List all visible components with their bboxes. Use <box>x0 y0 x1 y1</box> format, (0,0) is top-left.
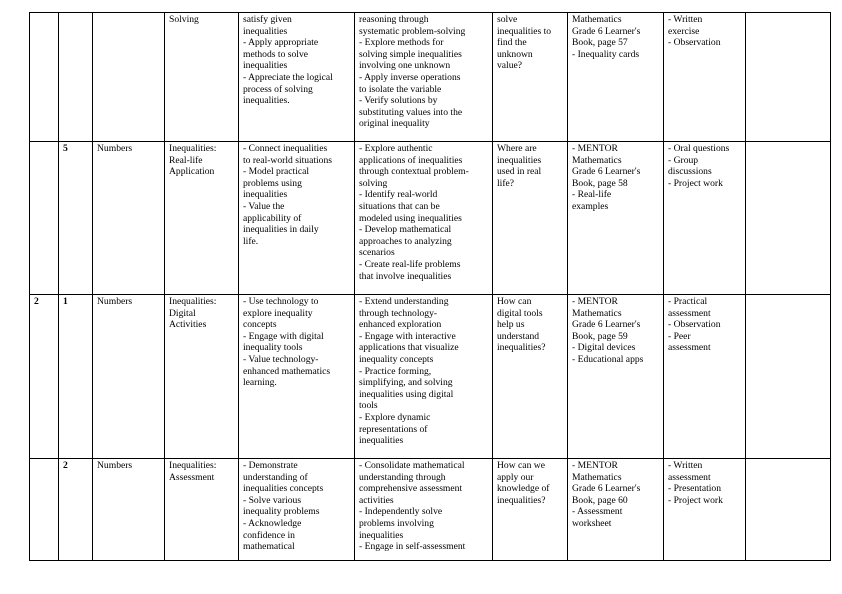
week-cell: 2 <box>30 295 59 459</box>
cell-line: tools <box>359 400 378 412</box>
cell-line: applications of inequalities <box>359 154 463 166</box>
cell-line: activities <box>359 494 394 506</box>
cell-line: - Educational apps <box>572 353 644 365</box>
cell-line: - Project work <box>668 177 723 189</box>
sub-strand-cell <box>165 459 239 561</box>
cell-line: examples <box>572 200 609 212</box>
learning-resources-cell <box>568 13 664 142</box>
cell-line: solving <box>359 177 388 189</box>
cell-line: - Inequality cards <box>572 48 640 60</box>
cell-line: - Assessment <box>572 506 623 518</box>
cell-line: Where are <box>497 143 537 154</box>
table-row <box>30 13 831 142</box>
cell-line: digital tools <box>497 307 543 319</box>
cell-line: situations that can be <box>359 200 440 212</box>
cell-line: value? <box>497 60 523 72</box>
cell-line: exercise <box>668 25 700 37</box>
table-row <box>30 295 831 459</box>
cell-line: - Connect inequalities <box>243 143 328 154</box>
cell-line: - Observation <box>668 319 721 331</box>
cell-line: - Extend understanding <box>359 296 449 307</box>
cell-line: apply our <box>497 471 534 483</box>
cell-line: find the <box>497 37 527 49</box>
cell-line: solving simple inequalities <box>359 48 462 60</box>
cell-line: inequalities. <box>243 95 290 107</box>
learning-experiences-cell <box>355 142 493 295</box>
cell-line: Mathematics <box>572 154 622 166</box>
cell-line: explore inequality <box>243 307 313 319</box>
table-row <box>30 142 831 295</box>
cell-line: - Written <box>668 460 703 471</box>
cell-line: applications that visualize <box>359 342 459 354</box>
remarks-cell <box>746 142 831 295</box>
cell-line: applicability of <box>243 212 302 224</box>
cell-line: Solving <box>169 14 199 25</box>
cell-line: Mathematics <box>572 14 622 25</box>
cell-line: Inequalities: <box>169 460 217 471</box>
cell-line: Grade 6 Learner's <box>572 319 641 331</box>
cell-line: assessment <box>668 342 711 354</box>
cell-line: - Verify solutions by <box>359 95 438 107</box>
sub-strand-cell <box>165 142 239 295</box>
cell-line: inequalities using digital <box>359 388 454 400</box>
lesson-cell: 2 <box>59 459 93 561</box>
learning-resources-cell <box>568 459 664 561</box>
cell-line: inequalities? <box>497 342 546 354</box>
lesson-cell: 5 <box>59 142 93 295</box>
strand-cell: Numbers <box>93 295 165 459</box>
cell-line: reasoning through <box>359 14 429 25</box>
cell-line: - Written <box>668 14 703 25</box>
cell-line: original inequality <box>359 118 430 130</box>
remarks-cell <box>746 295 831 459</box>
cell-line: inequality problems <box>243 506 320 518</box>
cell-line: Digital <box>169 307 196 319</box>
sub-strand-cell <box>165 295 239 459</box>
cell-line: process of solving <box>243 83 313 95</box>
remarks-cell <box>746 13 831 142</box>
cell-line: How can <box>497 296 532 307</box>
week-cell <box>30 142 59 295</box>
cell-line: - Practical <box>668 296 708 307</box>
cell-line: - Apply inverse operations <box>359 71 461 83</box>
cell-line: discussions <box>668 166 712 178</box>
cell-line: Real-life <box>169 154 203 166</box>
learning-resources-cell <box>568 295 664 459</box>
cell-line: - Engage with digital <box>243 330 324 342</box>
cell-line: - Create real-life problems <box>359 258 461 270</box>
cell-line: learning. <box>243 377 277 389</box>
cell-line: - Oral questions <box>668 143 730 154</box>
cell-line: inequalities in daily <box>243 224 319 236</box>
cell-line: How can we <box>497 460 545 471</box>
cell-line: inequalities <box>243 189 288 201</box>
cell-line: worksheet <box>572 517 612 529</box>
cell-line: inequalities <box>359 435 404 447</box>
strand-cell: Numbers <box>93 459 165 561</box>
cell-line: - Explore dynamic <box>359 411 431 423</box>
cell-line: - Identify real-world <box>359 189 438 201</box>
cell-line: - Model practical <box>243 166 310 178</box>
cell-line: solve <box>497 14 518 25</box>
learning-outcomes-cell <box>239 459 355 561</box>
cell-line: - Digital devices <box>572 342 636 354</box>
cell-line: assessment <box>668 471 711 483</box>
cell-line: enhanced mathematics <box>243 365 331 377</box>
lesson-cell: 1 <box>59 295 93 459</box>
cell-line: to isolate the variable <box>359 83 442 95</box>
cell-line: unknown <box>497 48 533 60</box>
cell-line: methods to solve <box>243 48 309 60</box>
cell-line: - Solve various <box>243 494 302 506</box>
cell-line: confidence in <box>243 529 295 541</box>
cell-line: inequality concepts <box>359 353 434 365</box>
cell-line: - Acknowledge <box>243 517 302 529</box>
cell-line: involving one unknown <box>359 60 451 72</box>
strand-cell <box>93 13 165 142</box>
cell-line: - Demonstrate <box>243 460 298 471</box>
sub-strand-cell <box>165 13 239 142</box>
cell-line: inequalities <box>243 25 288 37</box>
cell-line: - Explore methods for <box>359 37 444 49</box>
cell-line: substituting values into the <box>359 106 463 118</box>
cell-line: Mathematics <box>572 471 622 483</box>
cell-line: - Engage with interactive <box>359 330 456 342</box>
cell-line: understanding through <box>359 471 446 483</box>
cell-line: - Value technology- <box>243 353 319 365</box>
assessment-cell <box>664 459 746 561</box>
learning-outcomes-cell <box>239 295 355 459</box>
cell-line: Grade 6 Learner's <box>572 483 641 495</box>
cell-line: approaches to analyzing <box>359 235 452 247</box>
week-cell <box>30 459 59 561</box>
key-inquiry-question-cell <box>493 459 568 561</box>
cell-line: concepts <box>243 319 277 331</box>
cell-line: understanding of <box>243 471 308 483</box>
cell-line: Inequalities: <box>169 296 217 307</box>
cell-line: that involve inequalities <box>359 270 452 282</box>
week-cell <box>30 13 59 142</box>
cell-line: inequality tools <box>243 342 303 354</box>
remarks-cell <box>746 459 831 561</box>
cell-line: Inequalities: <box>169 143 217 154</box>
learning-experiences-cell <box>355 459 493 561</box>
cell-line: Assessment <box>169 471 215 483</box>
cell-line: - MENTOR <box>572 460 618 471</box>
cell-line: - Peer <box>668 330 691 342</box>
cell-line: problems using <box>243 177 302 189</box>
cell-line: inequalities? <box>497 494 546 506</box>
cell-line: mathematical <box>243 541 295 553</box>
cell-line: - Group <box>668 154 699 166</box>
cell-line: to real-world situations <box>243 154 332 166</box>
cell-line: comprehensive assessment <box>359 483 463 495</box>
cell-line: Application <box>169 166 215 178</box>
cell-line: simplifying, and solving <box>359 377 453 389</box>
learning-outcomes-cell <box>239 13 355 142</box>
cell-line: - Use technology to <box>243 296 319 307</box>
cell-line: - Independently solve <box>359 506 443 518</box>
cell-line: - Develop mathematical <box>359 224 452 236</box>
cell-line: assessment <box>668 307 711 319</box>
key-inquiry-question-cell <box>493 295 568 459</box>
cell-line: through technology- <box>359 307 438 319</box>
assessment-cell <box>664 142 746 295</box>
cell-line: - Apply appropriate <box>243 37 319 49</box>
lesson-cell <box>59 13 93 142</box>
cell-line: Grade 6 Learner's <box>572 25 641 37</box>
cell-line: life? <box>497 177 515 189</box>
learning-experiences-cell <box>355 13 493 142</box>
cell-line: inequalities <box>243 60 288 72</box>
cell-line: Grade 6 Learner's <box>572 166 641 178</box>
cell-line: - Presentation <box>668 483 722 495</box>
cell-line: systematic problem-solving <box>359 25 466 37</box>
cell-line: - MENTOR <box>572 296 618 307</box>
cell-line: help us <box>497 319 525 331</box>
cell-line: - MENTOR <box>572 143 618 154</box>
cell-line: Book, page 60 <box>572 494 628 506</box>
cell-line: modeled using inequalities <box>359 212 462 224</box>
learning-experiences-cell <box>355 295 493 459</box>
cell-line: life. <box>243 235 259 247</box>
scheme-of-work-table <box>29 12 831 561</box>
cell-line: satisfy given <box>243 14 292 25</box>
table-row <box>30 459 831 561</box>
cell-line: - Engage in self-assessment <box>359 541 466 553</box>
cell-line: Book, page 58 <box>572 177 628 189</box>
cell-line: - Explore authentic <box>359 143 433 154</box>
cell-line: inequalities <box>359 529 404 541</box>
cell-line: inequalities <box>497 154 542 166</box>
cell-line: - Observation <box>668 37 721 49</box>
cell-line: - Real-life <box>572 189 612 201</box>
cell-line: Book, page 59 <box>572 330 628 342</box>
strand-cell: Numbers <box>93 142 165 295</box>
cell-line: - Practice forming, <box>359 365 432 377</box>
cell-line: knowledge of <box>497 483 550 495</box>
key-inquiry-question-cell <box>493 142 568 295</box>
key-inquiry-question-cell <box>493 13 568 142</box>
cell-line: Mathematics <box>572 307 622 319</box>
learning-outcomes-cell <box>239 142 355 295</box>
cell-line: Book, page 57 <box>572 37 628 49</box>
cell-line: inequalities concepts <box>243 483 324 495</box>
cell-line: representations of <box>359 423 428 435</box>
assessment-cell <box>664 13 746 142</box>
assessment-cell <box>664 295 746 459</box>
cell-line: - Project work <box>668 494 723 506</box>
cell-line: Activities <box>169 319 207 331</box>
cell-line: - Appreciate the logical <box>243 71 333 83</box>
cell-line: problems involving <box>359 517 434 529</box>
cell-line: - Consolidate mathematical <box>359 460 465 471</box>
cell-line: enhanced exploration <box>359 319 442 331</box>
cell-line: used in real <box>497 166 542 178</box>
cell-line: understand <box>497 330 540 342</box>
cell-line: - Value the <box>243 200 285 212</box>
cell-line: inequalities to <box>497 25 552 37</box>
cell-line: through contextual problem- <box>359 166 469 178</box>
learning-resources-cell <box>568 142 664 295</box>
cell-line: scenarios <box>359 247 395 259</box>
